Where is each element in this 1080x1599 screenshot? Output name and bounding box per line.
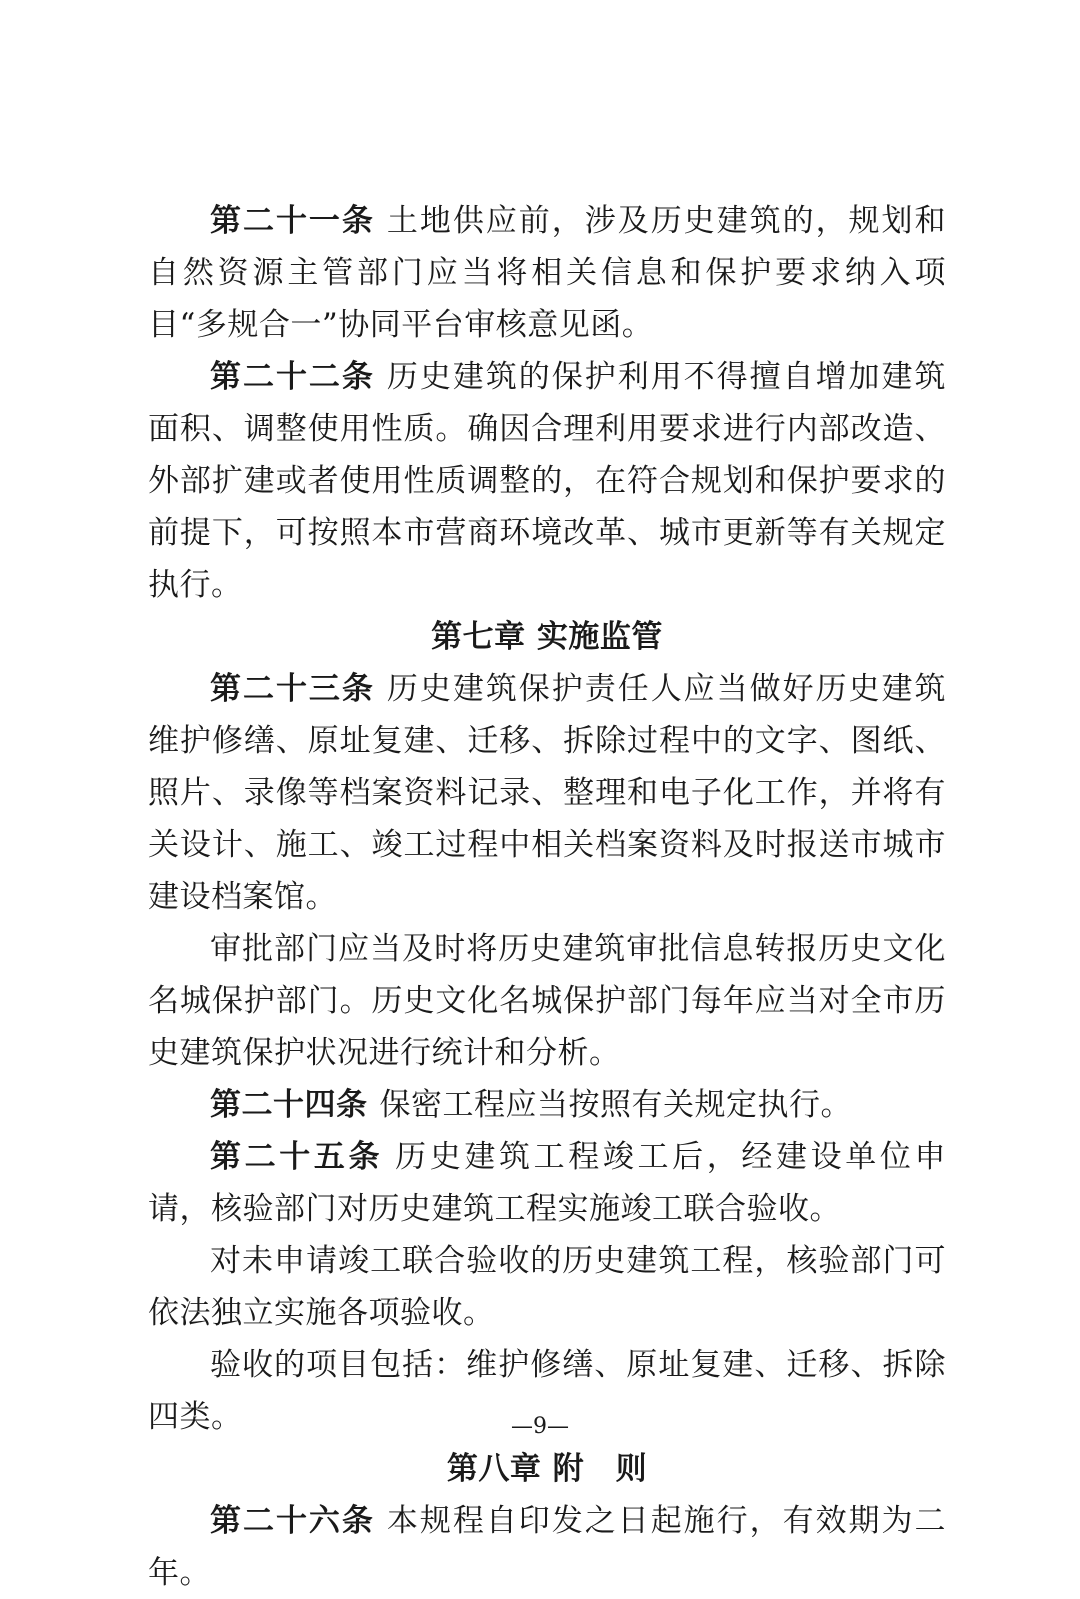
article-label: 第二十三条: [210, 671, 375, 707]
article-label: 第二十一条: [210, 203, 375, 239]
article-text: 保密工程应当按照有关规定执行。: [379, 1087, 852, 1123]
article-24: [148, 1079, 946, 1131]
paragraph-text: 验收的项目包括：维护修缮、原址复建、迁移、拆除四类。: [148, 1347, 946, 1435]
article-text: 历史建筑工程竣工后，经建设单位申请，核验部门对历史建筑工程实施竣工联合验收。: [148, 1139, 946, 1227]
paragraph-text: 对未申请竣工联合验收的历史建筑工程，核验部门可依法独立实施各项验收。: [148, 1243, 946, 1331]
article-23: [148, 663, 946, 923]
chapter-7-heading: 第七章 实施监管: [431, 619, 663, 655]
article-26: [148, 1495, 946, 1599]
article-text: 历史建筑的保护利用不得擅自增加建筑面积、调整使用性质。确因合理利用要求进行内部改造、外部扩建或者使用性质调整的，在符合规划和保护要求的前提下，可按照本市营商环境改革、城市更新等有关规定执行。: [148, 359, 947, 603]
article-21: [148, 195, 946, 351]
article-text: 历史建筑保护责任人应当做好历史建筑维护修缮、原址复建、迁移、拆除过程中的文字、图纸、照片、录像等档案资料记录、整理和电子化工作，并将有关设计、施工、竣工过程中相关档案资料及时报送市城市建设档案馆。: [148, 671, 947, 915]
article-text: 土地供应前，涉及历史建筑的，规划和自然资源主管部门应当将相关信息和保护要求纳入项目“多规合一”协同平台审核意见函。: [148, 203, 947, 343]
article-label: 第二十五条: [210, 1139, 384, 1175]
article-text: 本规程自印发之日起施行，有效期为二年。: [148, 1503, 947, 1591]
article-label: 第二十四条: [210, 1087, 368, 1123]
paragraph-text: 审批部门应当及时将历史建筑审批信息转报历史文化名城保护部门。历史文化名城保护部门每年应当对全市历史建筑保护状况进行统计和分析。: [148, 931, 946, 1071]
document-body: [148, 195, 946, 1599]
article-25-paragraph-2: [148, 1235, 946, 1339]
article-25: [148, 1131, 946, 1235]
article-label: 第二十六条: [210, 1503, 375, 1539]
article-23-paragraph-2: [148, 923, 946, 1079]
article-label: 第二十二条: [210, 359, 375, 395]
page-number: —9—: [511, 1414, 569, 1439]
chapter-8-heading: 第八章 附 则: [446, 1451, 648, 1487]
article-22: [148, 351, 946, 611]
